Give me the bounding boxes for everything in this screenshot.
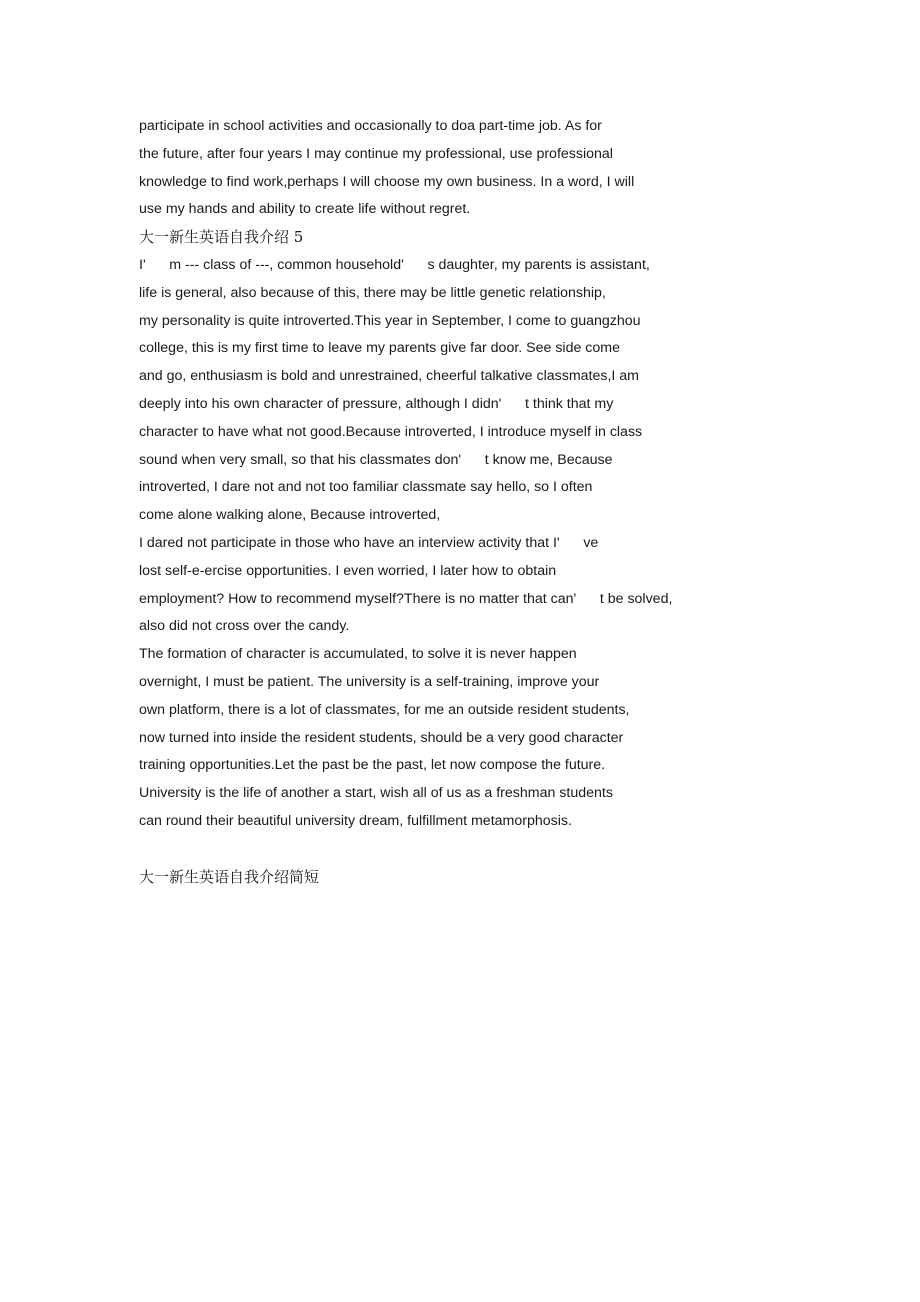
- text-line: deeply into his own character of pressure, although I didn' t think that my: [139, 395, 614, 412]
- text-line: University is the life of another a start, wish all of us as a freshman students: [139, 785, 613, 802]
- text-line: overnight, I must be patient. The university is a self-training, improve your: [139, 673, 600, 690]
- text-line: sound when very small, so that his classmates don' t know me, Because: [139, 451, 613, 468]
- text-line: and go, enthusiasm is bold and unrestrained, cheerful talkative classmates,I am: [139, 368, 639, 385]
- text-line: knowledge to find work,perhaps I will choose my own business. In a word, I will: [139, 173, 635, 190]
- section-heading-short: 大一新生英语自我介绍简短: [139, 867, 320, 886]
- document-body: [139, 113, 779, 891]
- paragraph-introduction-5: [139, 252, 779, 836]
- text-line: character to have what not good.Because introverted, I introduce myself in class: [139, 423, 643, 440]
- text-line: also did not cross over the candy.: [139, 618, 350, 635]
- text-line: employment? How to recommend myself?There is no matter that can' t be solved,: [139, 590, 673, 607]
- text-line: can round their beautiful university dream, fulfillment metamorphosis.: [139, 812, 572, 829]
- text-line: college, this is my first time to leave my parents give far door. See side come: [139, 340, 621, 357]
- text-line: use my hands and ability to create life without regret.: [139, 201, 471, 218]
- text-line: lost self-e-ercise opportunities. I even worried, I later how to obtain: [139, 562, 557, 579]
- text-line: The formation of character is accumulated, to solve it is never happen: [139, 646, 577, 663]
- text-line: participate in school activities and occasionally to doa part-time job. As for: [139, 118, 602, 134]
- text-line: life is general, also because of this, there may be little genetic relationship,: [139, 284, 606, 301]
- text-line: introverted, I dare not and not too familiar classmate say hello, so I often: [139, 479, 593, 496]
- text-line: training opportunities.Let the past be the past, let now compose the future.: [139, 757, 606, 774]
- text-line: the future, after four years I may continue my professional, use professional: [139, 145, 613, 162]
- text-line: my personality is quite introverted.This year in September, I come to guangzhou: [139, 312, 641, 329]
- paragraph-spacer: [139, 836, 779, 864]
- section-heading-5: 大一新生英语自我介绍 5: [139, 228, 304, 247]
- text-line: I dared not participate in those who have an interview activity that I' ve: [139, 534, 599, 551]
- text-line: own platform, there is a lot of classmates, for me an outside resident students,: [139, 701, 630, 718]
- text-line: now turned into inside the resident students, should be a very good character: [139, 729, 624, 746]
- text-line: I' m --- class of ---, common household' s daughter, my parents is assistant,: [139, 256, 650, 273]
- paragraph-continuation: [139, 113, 779, 224]
- text-line: come alone walking alone, Because introverted,: [139, 507, 441, 524]
